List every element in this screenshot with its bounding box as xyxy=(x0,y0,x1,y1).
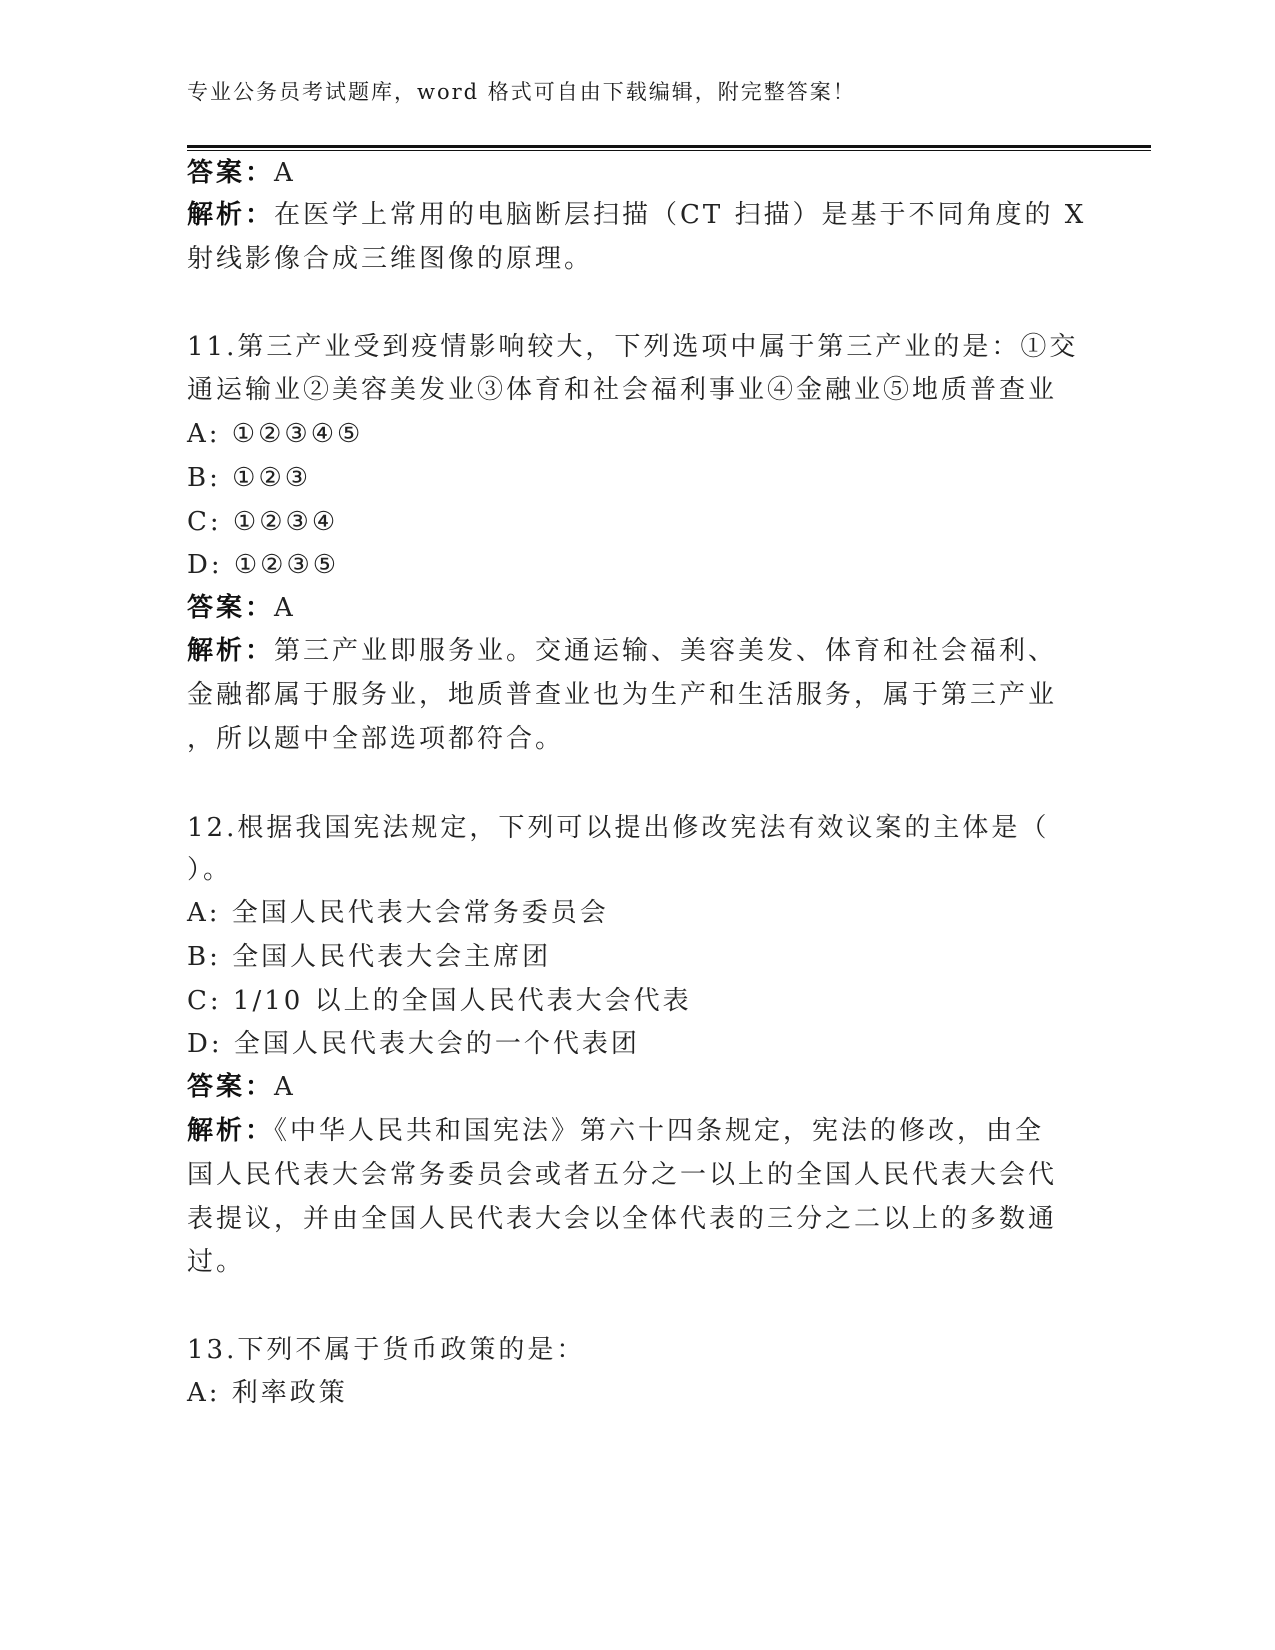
q12-answer-value: A xyxy=(274,1072,296,1102)
q11-answer-value: A xyxy=(274,593,296,623)
q11-analysis-line-1 xyxy=(187,634,1057,668)
q12-stem-line-1: 12.根据我国宪法规定，下列可以提出修改宪法有效议案的主体是（ xyxy=(187,813,1050,843)
q12-option-d: D: 全国人民代表大会的一个代表团 xyxy=(187,1029,640,1059)
q12-option-c: C: 1/10 以上的全国人民代表大会代表 xyxy=(187,986,692,1016)
analysis-label: 解析： xyxy=(187,1116,275,1146)
q12-option-a: A: 全国人民代表大会常务委员会 xyxy=(187,898,609,928)
q11-option-b: B: ①②③ xyxy=(187,463,312,493)
answer-label: 答案： xyxy=(187,1072,275,1102)
q10-analysis-line-2: 射线影像合成三维图像的原理。 xyxy=(187,244,594,274)
q12-analysis-line-2: 国人民代表大会常务委员会或者五分之一以上的全国人民代表大会代 xyxy=(187,1160,1058,1190)
q11-stem-line-1: 11.第三产业受到疫情影响较大，下列选项中属于第三产业的是：①交 xyxy=(187,332,1079,362)
q11-option-c: C: ①②③④ xyxy=(187,507,339,537)
header-divider xyxy=(187,145,1151,151)
page-header: 专业公务员考试题库，word 格式可自由下载编辑，附完整答案！ xyxy=(187,80,856,104)
q12-answer xyxy=(187,1070,296,1104)
q10-answer xyxy=(187,156,296,190)
q11-option-a: A: ①②③④⑤ xyxy=(187,419,364,449)
q12-analysis-text: 《中华人民共和国宪法》第六十四条规定，宪法的修改，由全 xyxy=(274,1116,1045,1146)
q11-option-d: D: ①②③⑤ xyxy=(187,550,340,580)
answer-label: 答案： xyxy=(187,158,275,188)
q13-option-a: A: 利率政策 xyxy=(187,1378,348,1408)
analysis-label: 解析： xyxy=(187,200,275,230)
answer-label: 答案： xyxy=(187,593,275,623)
q11-answer xyxy=(187,591,296,625)
q12-analysis-line-3: 表提议，并由全国人民代表大会以全体代表的三分之二以上的多数通 xyxy=(187,1204,1058,1234)
q12-stem-line-2: ）。 xyxy=(187,855,233,885)
q11-analysis-line-3: ，所以题中全部选项都符合。 xyxy=(187,724,565,754)
q13-stem-line-1: 13.下列不属于货币政策的是： xyxy=(187,1335,586,1365)
q11-stem-line-2: 通运输业②美容美发业③体育和社会福利事业④金融业⑤地质普查业 xyxy=(187,375,1058,405)
q10-answer-value: A xyxy=(274,158,296,188)
q11-analysis-line-2: 金融都属于服务业，地质普查业也为生产和生活服务，属于第三产业 xyxy=(187,680,1058,710)
q12-analysis-line-1 xyxy=(187,1114,1044,1148)
q10-analysis-text: 在医学上常用的电脑断层扫描（CT 扫描）是基于不同角度的 X xyxy=(274,200,1087,230)
q10-analysis-line-1 xyxy=(187,198,1086,232)
q12-analysis-line-4: 过。 xyxy=(187,1247,246,1277)
q11-analysis-text: 第三产业即服务业。交通运输、美容美发、体育和社会福利、 xyxy=(274,636,1058,666)
q12-option-b: B: 全国人民代表大会主席团 xyxy=(187,942,552,972)
analysis-label: 解析： xyxy=(187,636,275,666)
